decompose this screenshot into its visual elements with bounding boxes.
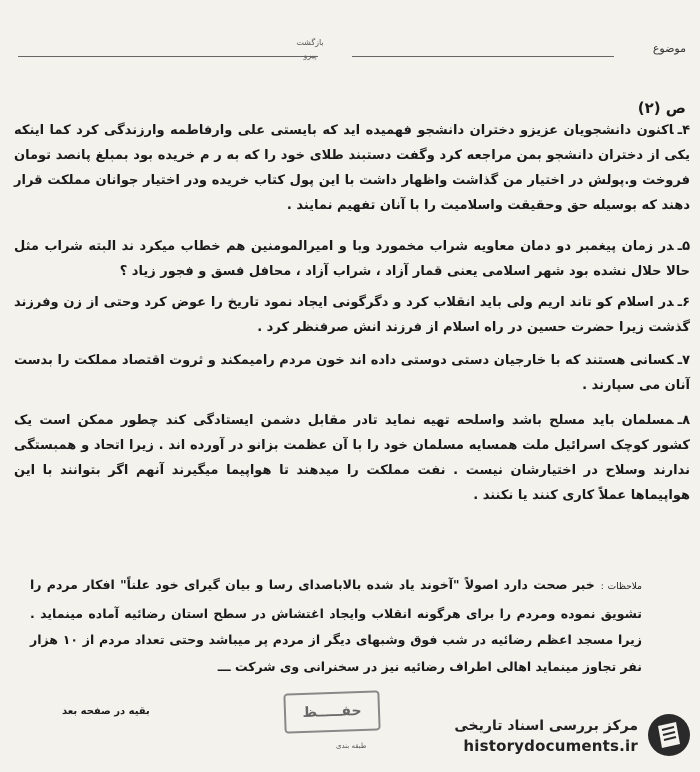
- header-rule-left: [18, 56, 318, 57]
- page-number: ص (۲): [637, 99, 686, 117]
- item-6: [14, 290, 690, 340]
- item-8: [14, 408, 690, 508]
- item-number: ۵ـ: [677, 239, 690, 254]
- header-rule-right: [352, 56, 614, 57]
- reference-box: [278, 36, 342, 62]
- classification-stamp: [283, 690, 380, 733]
- watermark: [454, 716, 638, 756]
- archive-logo-icon: [646, 712, 692, 758]
- item-text: کسانی هستند که با خارجیان دستی دوستی داده اند خون مردم رامیمکند و ثروت اقتصاد مملکت را بدست آنان می سپارند .: [14, 353, 690, 393]
- item-number: ۶ـ: [677, 295, 690, 310]
- item-text: اکنون دانشجویان عزیزو دختران دانشجو فهمیده اید که بایستی علی وارفاطمه وارزندگی کرد کما اینکه یکی از دختران دانشجو بمن مراجعه کرد وگفت دستبند طلای خود را که به ر م خریده بود بمبلغ پانصد تومان فروخت و.پولش در اختیار من گذاشت واظهار داشت با این پول کتاب خریده ودر اختیار جوانان مملکت قرار دهند که بوسیله حق وحقیقت واسلامیت را با آنان تفهیم نمایند .: [14, 123, 690, 213]
- continued-note: بقیه در صفحه بعد: [62, 706, 150, 717]
- remarks-label: ملاحظات :: [600, 582, 642, 592]
- item-5: [14, 234, 690, 284]
- reference-label: بازگشت: [296, 38, 324, 47]
- item-number: ۸ـ: [677, 413, 690, 428]
- stamp-text: حفـــــظ: [302, 702, 362, 722]
- watermark-title: مرکز بررسی اسناد تاریخی: [454, 718, 638, 734]
- item-text: در اسلام کو تاند اریم ولی باید انقلاب کرد و دگرگونی ایجاد نمود تاریخ را عوض کرد وحتی از زن وفرزند گذشت زیرا حضرت حسین در راه اسلام از فرزند انش صرفنظر کرد .: [14, 295, 690, 335]
- item-number: ۷ـ: [677, 353, 690, 368]
- remarks-section: [30, 572, 642, 680]
- remarks-text: خبر صحت دارد اصولاً "آخوند یاد شده بالاباصدای رسا و بیان گیرای خود علناً" افکار مردم را تشویق نموده ومردم را برای هرگونه انقلاب وایجاد اغتشاش در سطح استان رضائیه آماده مینماید . زیرا مسجد اعظم رضائیه در شب فوق وشبهای دیگر از مردم پر میباشد وحتی تعداد مردم از ۱۰ هزار نفر تجاوز مینماید اهالی اطراف رضائیه نیز در سخنرانی وی شرکت ـــ: [30, 577, 642, 674]
- item-number: ۴ـ: [677, 123, 690, 138]
- subject-label: موضوع: [652, 42, 686, 55]
- item-text: در زمان پیغمبر دو دمان معاویه شراب مخمورد وبا و امیرالمومنین هم خطاب میکرد ند البته شراب مثل حالا حلال نشده بود شهر اسلامی یعنی قمار آزاد ، شراب آزاد ، محافل فسق و فجور زیاد ؟: [14, 239, 690, 279]
- stamp-caption: طبقه بندی: [336, 742, 367, 750]
- item-4: [14, 118, 690, 218]
- reference-sub-label: پیرو: [303, 51, 317, 60]
- watermark-url: historydocuments.ir: [463, 737, 638, 755]
- item-7: [14, 348, 690, 398]
- item-text: مسلمان باید مسلح باشد واسلحه تهیه نماید تادر مقابل دشمن ایستادگی کند چطور ممکن است یک کشور کوچک اسرائیل ملت همسایه مسلمان خود را با آن عظمت بزانو در آورده اند . زیرا اتحاد و همبستگی ندارند وسلاح در اختیارشان نیست . نفت مملکت را میدهند تا هواپیما میگیرند آنهم اگر بتوانند با این هواپیماها عملاً کاری کنند یا نکنند .: [14, 413, 690, 503]
